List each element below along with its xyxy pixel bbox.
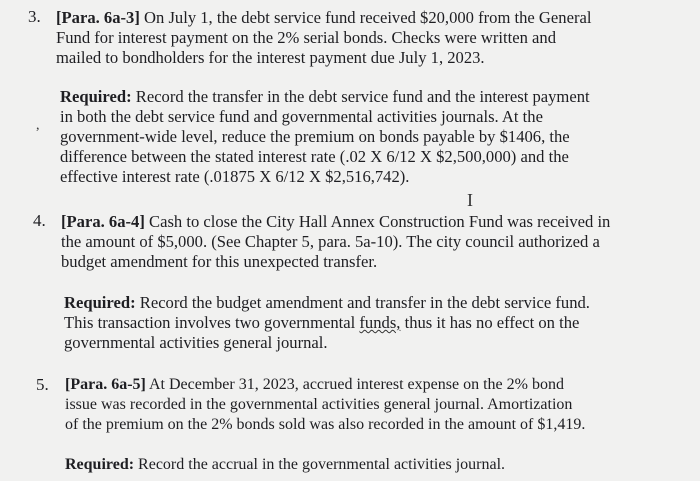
item-text-line: mailed to bondholders for the interest payment due July 1, 2023. — [56, 48, 485, 67]
required-line: Required: Record the transfer in the debt service fund and the interest payment — [60, 87, 590, 106]
item-number: 4. — [33, 211, 46, 230]
required-line: effective interest rate (.01875 X 6/12 X $2,516,742). — [60, 167, 410, 186]
item-text-line: issue was recorded in the governmental activities general journal. Amortization — [65, 396, 573, 413]
item-text-line: budget amendment for this unexpected transfer. — [61, 252, 378, 271]
item-text-line: [Para. 6a-3] On July 1, the debt service fund received $20,000 from the General — [56, 8, 592, 27]
stray-mark: , — [36, 118, 40, 133]
required-line: government-wide level, reduce the premium on bonds payable by $1406, the — [60, 127, 570, 146]
item-text-line: of the premium on the 2% bonds sold was also recorded in the amount of $1,419. — [65, 416, 586, 433]
item-number: 3. — [28, 7, 41, 26]
required-label: Required: — [65, 456, 135, 473]
item-text-line: Fund for interest payment on the 2% serial bonds. Checks were written and — [56, 28, 556, 47]
text-cursor-icon: I — [467, 190, 473, 210]
item-text-line: [Para. 6a-5] At December 31, 2023, accrued interest expense on the 2% bond — [65, 376, 564, 393]
required-line: governmental activities general journal. — [64, 333, 328, 352]
required-line: Required: Record the budget amendment and transfer in the debt service fund. — [64, 293, 590, 312]
item-text-line: the amount of $5,000. (See Chapter 5, para. 5a-10). The city council authorized a — [61, 232, 600, 251]
required-line: This transaction involves two governmental funds, thus it has no effect on the — [64, 313, 580, 332]
required-line: in both the debt service fund and governmental activities journals. At the — [60, 107, 543, 126]
item-text-line: [Para. 6a-4] Cash to close the City Hall Annex Construction Fund was received in — [61, 212, 611, 231]
required-line: Required: Record the accrual in the governmental activities journal. — [65, 456, 506, 473]
required-label: Required: — [60, 87, 132, 106]
required-label: Required: — [64, 293, 136, 312]
required-line: difference between the stated interest rate (.02 X 6/12 X $2,500,000) and the — [60, 147, 569, 166]
item-number: 5. — [36, 375, 49, 394]
spellcheck-word: funds, — [359, 313, 401, 332]
